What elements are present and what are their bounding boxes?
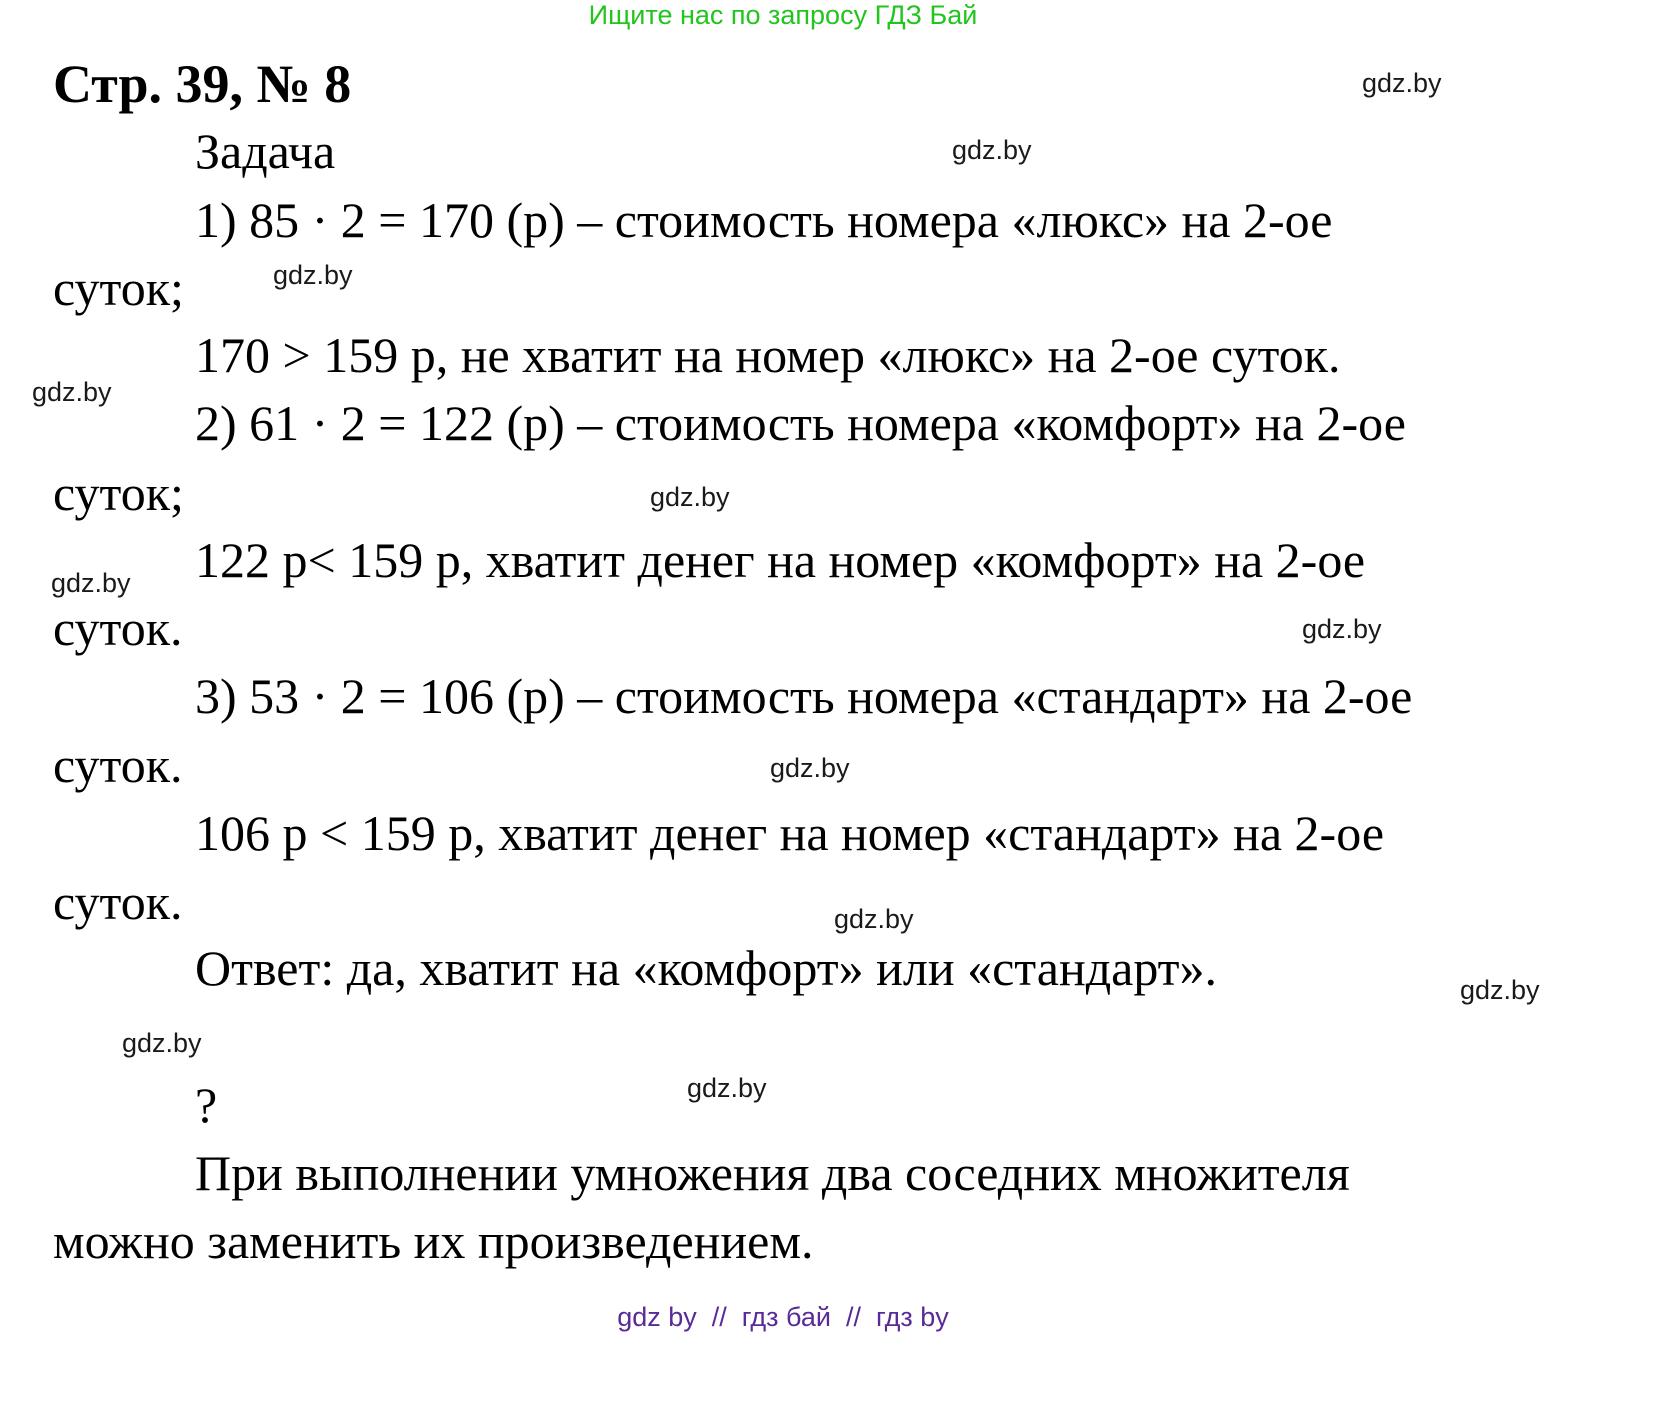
text-line: суток. [53, 600, 183, 656]
watermark: gdz.by [1302, 614, 1382, 644]
watermark: gdz.by [952, 135, 1032, 165]
watermark: gdz.by [273, 260, 353, 290]
watermark: gdz.by [1362, 68, 1442, 98]
text-line: суток; [53, 260, 184, 316]
answer-line: Ответ: да, хватит на «комфорт» или «стандарт». [195, 940, 1218, 996]
question-mark: ? [195, 1077, 218, 1133]
task-heading: Задача [195, 123, 336, 179]
watermark: gdz.by [834, 904, 914, 934]
text-line: можно заменить их произведением. [53, 1213, 814, 1269]
text-line: 3) 53 · 2 = 106 (р) – стоимость номера «стандарт» на 2-ое [195, 668, 1413, 724]
text-line: суток; [53, 465, 184, 521]
watermark: gdz.by [770, 753, 850, 783]
watermark: gdz.by [122, 1028, 202, 1058]
footer-banner: gdz by // гдз бай // гдз by [617, 1302, 949, 1332]
page-title: Стр. 39, № 8 [53, 54, 352, 114]
text-line: суток. [53, 737, 183, 793]
text-line: суток. [53, 874, 183, 930]
header-banner: Ищите нас по запросу ГДЗ Бай [588, 0, 978, 30]
text-line: 170 > 159 р, не хватит на номер «люкс» на 2-ое суток. [195, 327, 1341, 383]
text-line: При выполнении умножения два соседних множителя [195, 1145, 1350, 1201]
watermark: gdz.by [687, 1073, 767, 1103]
watermark: gdz.by [32, 377, 112, 407]
watermark: gdz.by [650, 482, 730, 512]
text-line: 122 р< 159 р, хватит денег на номер «комфорт» на 2-ое [195, 532, 1366, 588]
text-line: 2) 61 · 2 = 122 (р) – стоимость номера «комфорт» на 2-ое [195, 395, 1406, 451]
text-line: 106 р < 159 р, хватит денег на номер «стандарт» на 2-ое [195, 805, 1385, 861]
watermark: gdz.by [51, 568, 131, 598]
watermark: gdz.by [1460, 975, 1540, 1005]
text-line: 1) 85 · 2 = 170 (р) – стоимость номера «люкс» на 2-ое [195, 192, 1333, 248]
